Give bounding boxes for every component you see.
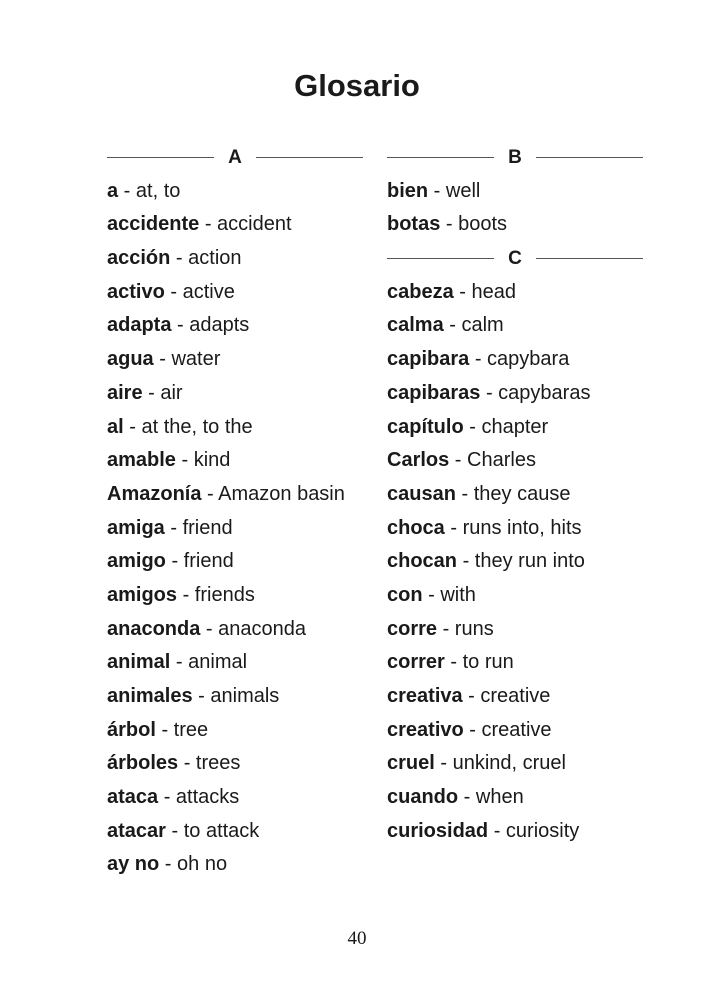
entry-definition: - to run xyxy=(444,651,514,674)
entry-definition: - to attack xyxy=(165,819,260,842)
entry-definition: - trees xyxy=(178,752,241,775)
entry-term: árboles xyxy=(107,752,179,775)
entry-definition: - friend xyxy=(165,550,234,573)
entry-term: agua xyxy=(107,348,154,371)
entry-term: amable xyxy=(107,449,176,472)
page-number: 40 xyxy=(347,928,367,949)
entry-definition: - capybara xyxy=(469,348,570,371)
entry-term: adapta xyxy=(107,314,172,337)
entry-definition: - boots xyxy=(440,213,508,236)
section-letter: C xyxy=(508,248,522,270)
entry-term: chocan xyxy=(387,550,458,573)
glossary-entry xyxy=(107,545,363,579)
glossary-entry xyxy=(387,613,643,647)
divider-rule xyxy=(107,157,214,158)
entry-definition: - unkind, cruel xyxy=(434,752,566,775)
glossary-entry xyxy=(387,714,643,748)
entry-term: activo xyxy=(107,280,165,303)
entry-definition: - runs xyxy=(437,617,494,640)
entry-term: al xyxy=(107,415,124,438)
glossary-entry xyxy=(387,444,643,478)
entry-definition: - chapter xyxy=(463,415,549,438)
glossary-entry xyxy=(107,444,363,478)
entry-list-b xyxy=(387,175,643,242)
glossary-entry xyxy=(107,276,363,310)
divider-rule xyxy=(536,157,643,158)
entry-list-a xyxy=(107,175,363,882)
glossary-entry xyxy=(107,680,363,714)
entry-term: choca xyxy=(387,516,445,539)
letter-header-b xyxy=(387,141,643,175)
divider-rule xyxy=(387,258,494,259)
glossary-entry xyxy=(387,815,643,849)
entry-definition: - animals xyxy=(192,685,280,707)
entry-term: curiosidad xyxy=(387,819,489,842)
entry-term: capibaras xyxy=(387,381,481,404)
glossary-entry xyxy=(107,309,363,343)
entry-term: botas xyxy=(387,213,441,236)
entry-definition: - at, to xyxy=(118,179,181,202)
glossary-entry xyxy=(107,208,363,242)
glossary-entry xyxy=(387,276,643,310)
entry-term: Carlos xyxy=(387,449,450,472)
entry-definition: - runs into, hits xyxy=(444,516,582,539)
glossary-entry xyxy=(387,646,643,680)
entry-term: amigos xyxy=(107,583,178,606)
divider-rule xyxy=(256,157,363,158)
entry-definition: - friends xyxy=(177,583,255,606)
glossary-entry xyxy=(107,613,363,647)
entry-term: amigo xyxy=(107,550,166,573)
entry-definition: - friend xyxy=(164,516,233,539)
entry-definition: - with xyxy=(422,583,476,606)
entry-definition: - well xyxy=(428,179,481,202)
entry-definition: - air xyxy=(142,381,183,404)
entry-definition: - Amazon basin xyxy=(201,482,345,505)
entry-term: atacar xyxy=(107,819,166,842)
entry-definition: - water xyxy=(153,348,221,371)
glossary-entry xyxy=(107,579,363,613)
entry-term: cabeza xyxy=(387,280,454,303)
divider-rule xyxy=(387,157,494,158)
entry-list-c xyxy=(387,276,643,849)
divider-rule xyxy=(536,258,643,259)
entry-term: capítulo xyxy=(387,415,464,438)
section-letter: B xyxy=(508,147,522,168)
letter-header-c xyxy=(387,242,643,276)
entry-term: árbol xyxy=(107,718,156,741)
glossary-entry xyxy=(387,208,643,242)
glossary-entry xyxy=(107,747,363,781)
entry-term: cruel xyxy=(387,752,435,775)
entry-term: correr xyxy=(387,651,445,674)
entry-definition: - tree xyxy=(155,718,209,741)
entry-term: causan xyxy=(387,482,456,505)
entry-definition: - creative xyxy=(462,685,551,707)
entry-term: capibara xyxy=(387,348,470,371)
glossary-entry xyxy=(387,411,643,445)
entry-definition: - accident xyxy=(199,213,292,236)
entry-term: accidente xyxy=(107,213,200,236)
entry-term: aire xyxy=(107,381,143,404)
glossary-entry xyxy=(387,781,643,815)
glossary-entry xyxy=(107,478,363,512)
entry-definition: - calm xyxy=(443,314,504,337)
entry-definition: - capybaras xyxy=(480,381,591,404)
glossary-entry xyxy=(387,175,643,209)
entry-term: a xyxy=(107,179,119,202)
glossary-entry xyxy=(107,512,363,546)
section-letter: A xyxy=(228,147,242,168)
glossary-entry xyxy=(387,747,643,781)
entry-term: amiga xyxy=(107,516,165,539)
glossary-entry xyxy=(107,646,363,680)
glossary-entry xyxy=(387,343,643,377)
entry-term: corre xyxy=(387,617,438,640)
entry-definition: - head xyxy=(453,280,516,303)
entry-term: animal xyxy=(107,651,171,674)
glossary-entry xyxy=(107,175,363,209)
glossary-entry xyxy=(107,714,363,748)
entry-definition: - at the, to the xyxy=(123,415,253,438)
letter-header-a xyxy=(107,141,363,175)
glossary-entry xyxy=(387,545,643,579)
entry-term: ataca xyxy=(107,786,159,809)
glossary-column-left xyxy=(107,141,363,882)
glossary-entry xyxy=(107,848,363,882)
entry-term: Amazonía xyxy=(107,482,202,505)
entry-definition: - they cause xyxy=(455,482,571,505)
entry-definition: - animal xyxy=(170,651,248,674)
glossary-entry xyxy=(387,309,643,343)
entry-definition: - when xyxy=(458,786,524,809)
entry-definition: - adapts xyxy=(171,314,250,337)
entry-term: animales xyxy=(107,685,193,707)
glossary-entry xyxy=(107,411,363,445)
entry-term: creativo xyxy=(387,718,464,741)
glossary-column-right xyxy=(387,141,643,848)
glossary-entry xyxy=(107,781,363,815)
glossary-entry xyxy=(387,512,643,546)
glossary-entry xyxy=(387,680,643,714)
entry-definition: - curiosity xyxy=(488,819,580,842)
page-title: Glosario xyxy=(294,68,420,103)
glossary-entry xyxy=(107,242,363,276)
entry-term: con xyxy=(387,583,423,606)
glossary-entry xyxy=(107,815,363,849)
entry-term: creativa xyxy=(387,685,463,707)
entry-term: acción xyxy=(107,247,171,270)
entry-definition: - attacks xyxy=(158,786,240,809)
entry-definition: - active xyxy=(164,280,235,303)
entry-term: bien xyxy=(387,179,429,202)
entry-definition: - oh no xyxy=(159,853,228,876)
glossary-entry xyxy=(107,377,363,411)
glossary-entry xyxy=(107,343,363,377)
entry-term: calma xyxy=(387,314,444,337)
entry-term: anaconda xyxy=(107,617,201,640)
entry-definition: - kind xyxy=(175,449,231,472)
glossary-entry xyxy=(387,579,643,613)
glossary-entry xyxy=(387,377,643,411)
entry-term: cuando xyxy=(387,786,459,809)
entry-definition: - creative xyxy=(463,718,552,741)
entry-definition: - they run into xyxy=(457,550,585,573)
entry-definition: - Charles xyxy=(449,449,536,472)
entry-definition: - action xyxy=(170,247,242,270)
entry-term: ay no xyxy=(107,853,160,876)
glossary-entry xyxy=(387,478,643,512)
entry-definition: - anaconda xyxy=(200,617,306,640)
